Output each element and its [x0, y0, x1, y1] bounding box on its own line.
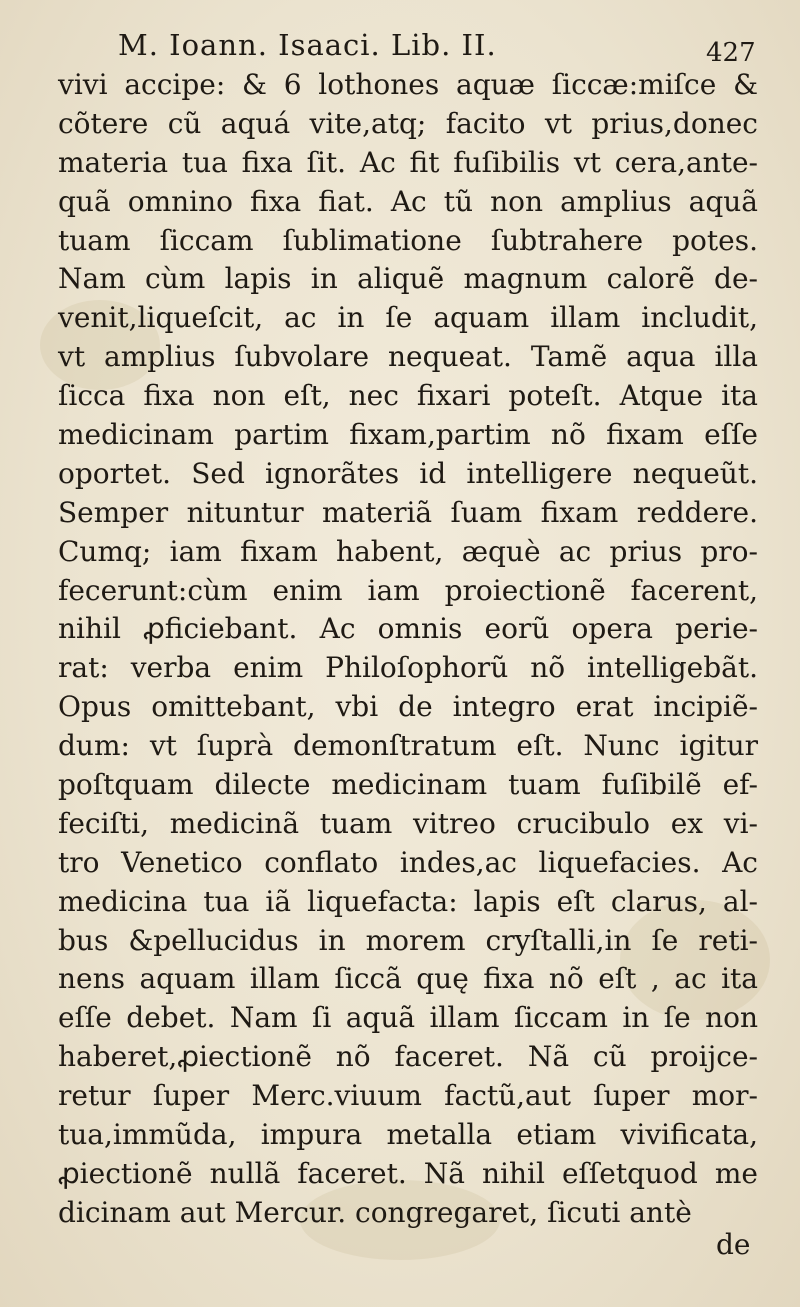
text-line: haberet,ꝓiectionẽ nõ faceret. Nã cũ proijce- [58, 1040, 758, 1074]
text-line: poſtquam dilecte medicinam tuam fuſibilẽ ef- [58, 768, 758, 802]
text-line: nihil ꝓficiebant. Ac omnis eorũ opera perie- [58, 612, 758, 646]
text-line: Nam cùm lapis in aliquẽ magnum calorẽ de- [58, 262, 758, 296]
text-line: fecerunt:cùm enim iam proiectionẽ facerent, [58, 573, 758, 607]
text-line: oportet. Sed ignorãtes id intelligere nequeũt. [58, 456, 758, 490]
text-line: medicinam partim fixam,partim nõ fixam eſſe [58, 418, 758, 452]
text-line: materia tua fixa ſit. Ac fit fuſibilis vt cera,ante- [58, 145, 758, 179]
page-number: 427 [706, 38, 756, 68]
text-line: Cumq; iam fixam habent, æquè ac prius pro- [58, 534, 758, 568]
text-line: tua,immũda, impura metalla etiam vivificata, [58, 1118, 758, 1152]
running-head: M. Ioann. Isaaci. Lib. II. [118, 28, 497, 62]
text-line: dum: vt ſuprà demonſtratum eſt. Nunc igitur [58, 729, 758, 763]
text-line: retur ſuper Merc.viuum factũ,aut ſuper mor- [58, 1079, 758, 1113]
text-line: Semper nituntur materiã ſuam fixam reddere. [58, 495, 758, 529]
text-line: eſſe debet. Nam ſi aquã illam ſiccam in ſe non [58, 1001, 758, 1035]
text-line: tro Venetico conflato indes,ac liquefacies. Ac [58, 845, 758, 879]
text-line: ꝓiectionẽ nullã faceret. Nã nihil eſſetquod me [58, 1156, 758, 1190]
text-line: medicina tua iã liquefacta: lapis eſt clarus, al- [58, 884, 758, 918]
text-line: vt amplius ſubvolare nequeat. Tamẽ aqua illa [58, 340, 758, 374]
text-line: bus &pellucidus in morem cryſtalli,in ſe reti- [58, 923, 758, 957]
text-line: dicinam aut Mercur. congregaret, ſicuti antè [58, 1195, 692, 1229]
text-line: tuam ſiccam ſublimatione ſubtrahere potes. [58, 223, 758, 257]
text-line: nens aquam illam ſiccã quę fixa nõ eſt , ac ita [58, 962, 758, 996]
text-line: Opus omittebant, vbi de integro erat incipiẽ- [58, 690, 758, 724]
text-line: quã omnino fixa fiat. Ac tũ non amplius aquã [58, 184, 758, 218]
catchword: de [716, 1228, 751, 1261]
text-line: rat: verba enim Philoſophorũ nõ intelligebãt. [58, 651, 758, 685]
text-line: vivi accipe: & 6 lothones aquæ ſiccæ:miſce & [58, 68, 758, 101]
text-line: feciſti, medicinã tuam vitreo crucibulo ex vi- [58, 806, 758, 840]
page-header [0, 22, 800, 70]
body-text [58, 66, 758, 1233]
text-line: venit,liqueſcit, ac in ſe aquam illam includit, [58, 301, 758, 335]
text-line: cõtere cũ aquá vite,atq; facito vt prius,donec [58, 106, 758, 140]
text-line: ſicca fixa non eſt, nec fixari poteſt. Atque ita [58, 379, 758, 413]
